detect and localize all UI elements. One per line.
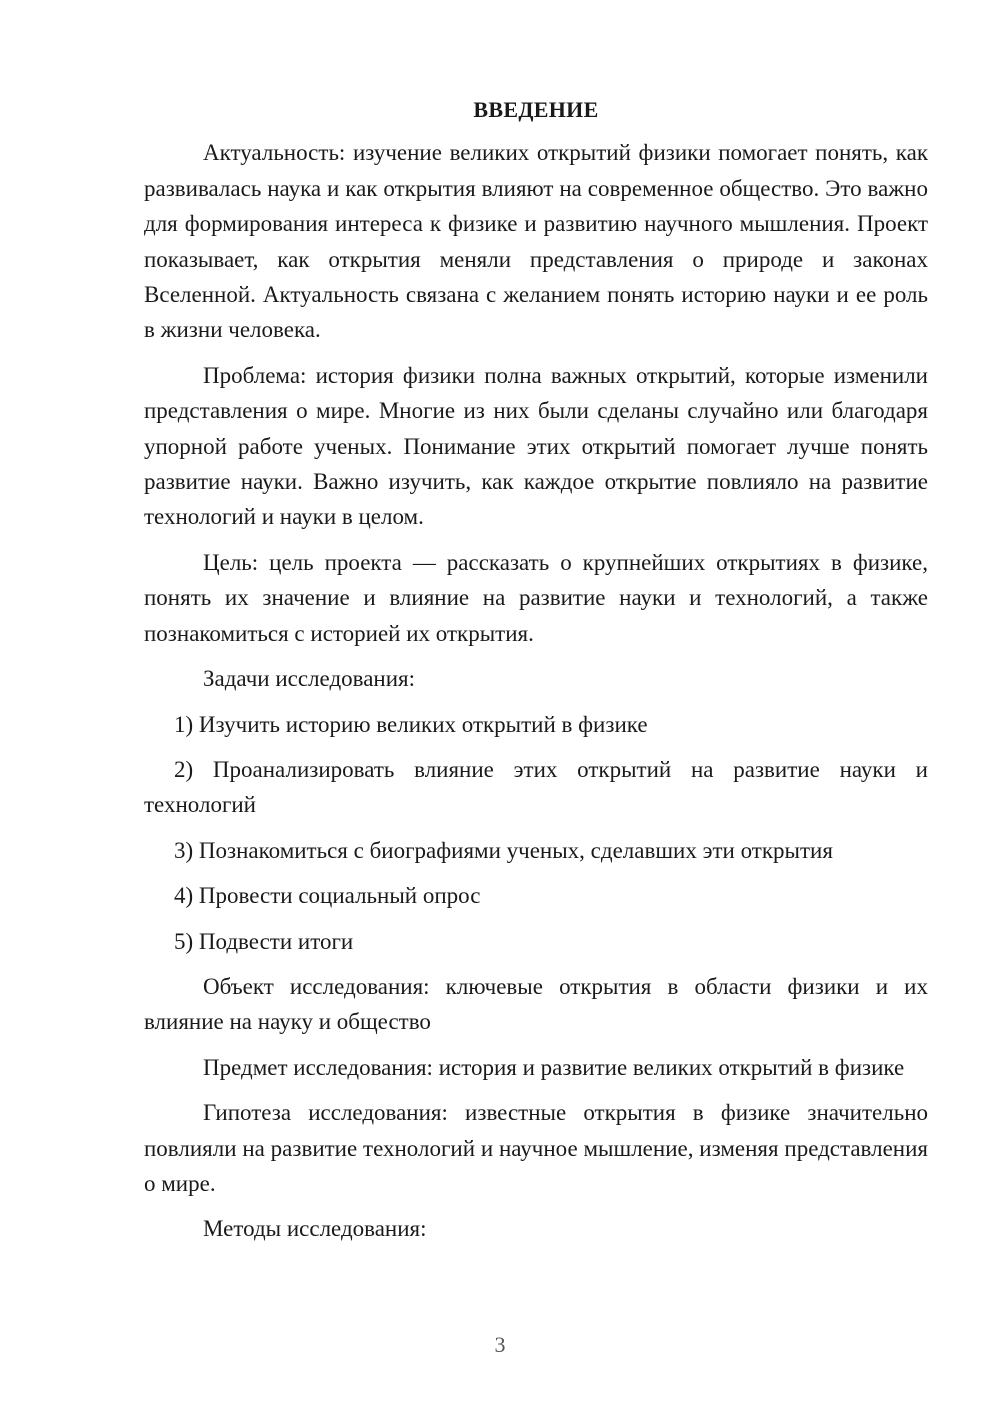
methods-heading: Методы исследования: bbox=[203, 1216, 427, 1242]
task-item-4: 4) Провести социальный опрос bbox=[174, 883, 481, 909]
task-item-1: 1) Изучить историю великих открытий в физике bbox=[174, 711, 648, 737]
object-paragraph: Объект исследования: ключевые открытия в области физики и их влияние на науку и общество bbox=[144, 973, 928, 1035]
task-item-5: 5) Подвести итоги bbox=[174, 928, 354, 954]
page-number: 3 bbox=[494, 1332, 506, 1357]
page-title: ВВЕДЕНИЕ bbox=[473, 97, 599, 122]
document-page bbox=[144, 92, 928, 1257]
hypothesis-paragraph: Гипотеза исследования: известные открытия в физике значительно повлияли на развитие технологий и научное мышление, изменяя представления о мире. bbox=[144, 1100, 928, 1196]
task-item-2: 2) Проанализировать влияние этих открытий на развитие науки и технологий bbox=[144, 756, 928, 818]
tasks-heading: Задачи исследования: bbox=[203, 666, 416, 692]
problem-paragraph: Проблема: история физики полна важных открытий, которые изменили представления о мире. Многие из них были сделаны случайно или благодаря упорной работе ученых. Понимание этих открытий помогает лучше понять развитие науки. Важно изучить, как каждое открытие повлияло на развитие технологий и науки в целом. bbox=[144, 362, 928, 530]
goal-paragraph: Цель: цель проекта — рассказать о крупнейших открытиях в физике, понять их значение и влияние на развитие науки и технологий, а также познакомиться с историей их открытия. bbox=[144, 549, 928, 646]
task-item-3: 3) Познакомиться с биографиями ученых, сделавших эти открытия bbox=[174, 837, 833, 863]
relevance-paragraph: Актуальность: изучение великих открытий физики помогает понять, как развивалась наука и как открытия влияют на современное общество. Это важно для формирования интереса к физике и развитию научного мышления. Проект показывает, как открытия меняли представления о природе и законах Вселенной. Актуальность связана с желанием понять историю науки и ее роль в жизни человека. bbox=[144, 140, 928, 343]
subject-paragraph: Предмет исследования: история и развитие великих открытий в физике bbox=[203, 1054, 905, 1080]
